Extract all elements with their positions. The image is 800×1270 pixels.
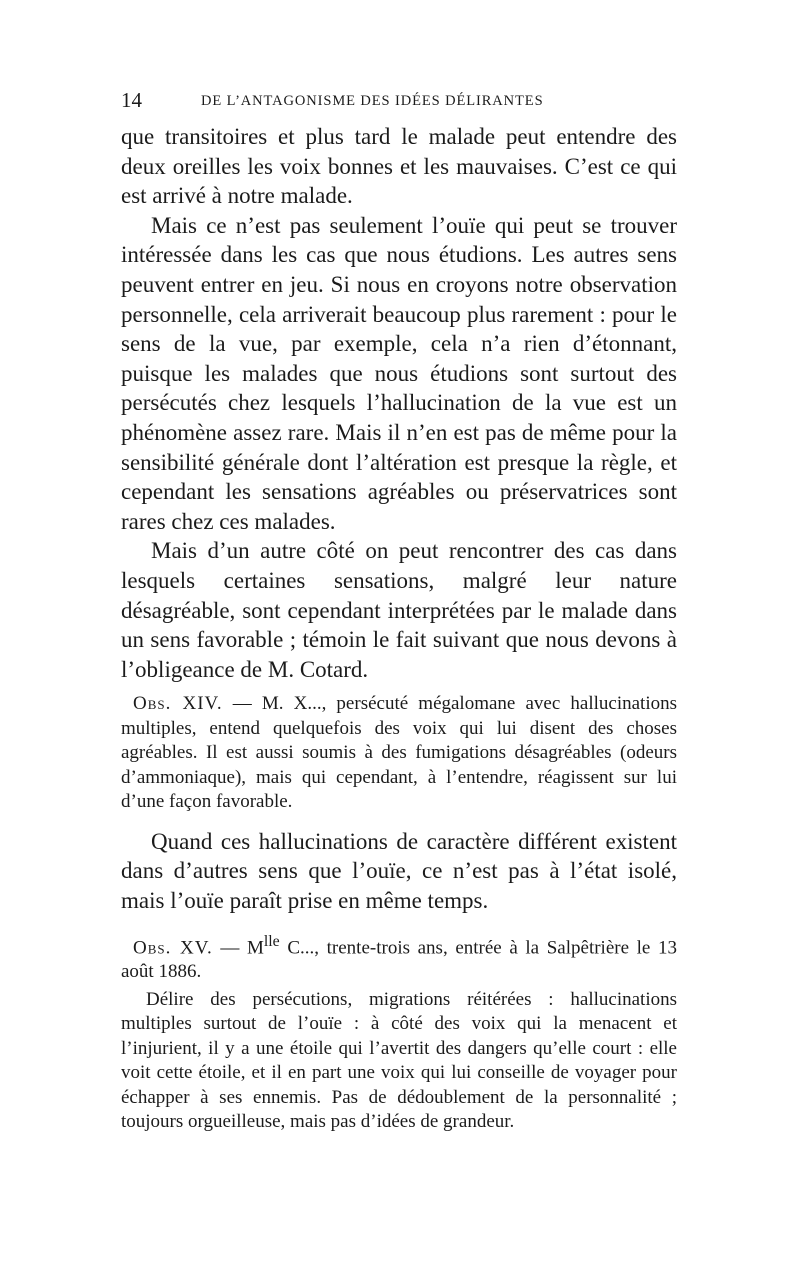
paragraph-favorable-interpretation: Mais d’un autre côté on peut rencontrer des cas dans lesquels certaines sensations, malgré leur nature désagréable, sont cependant interprétées par le malade dans un sens favorable ; témoin le fait suivant que nous devons à l’obligeance de M. Cotard. [121,538,677,682]
page-number: 14 [121,88,142,112]
book-page [121,88,677,1135]
observation-xiv [121,692,677,815]
paragraph-continuation: que transitoires et plus tard le malade peut entendre des deux oreilles les voix bonnes et les mauvaises. C’est ce qui est arrivé à notre malade. [121,124,677,209]
paragraph-hearing-involved: Quand ces hallucinations de caractère différent existent dans d’autres sens que l’ouïe, ce n’est pas à l’état isolé, mais l’ouïe paraît prise en même temps. [121,828,677,913]
observation-xv [121,930,677,985]
page-header [121,88,677,122]
observation-xv-superscript: lle [263,932,280,950]
running-title: DE L’ANTAGONISME DES IDÉES DÉLIRANTES [201,93,544,109]
observation-xv-detail: Délire des persécutions, migrations réitérées : hallucinations multiples surtout de l’ouïe : à côté des voix qui la menacent et l’injurient, il y a une étoile qui l’avertit des dangers qu’elle court : elle voit cette étoile, et il en part une voix qui lui conseille de voyager pour échapper à ses ennemis. Pas de dédoublement de la personnalité ; toujours orgueilleuse, mais pas d’idées de grandeur. [121,988,677,1133]
observation-xv-text-b: C..., trente-trois ans, entrée à la Salpêtrière le 13 août 1886. [121,936,677,983]
observation-xv-text-a: — M [212,936,264,958]
observation-xv-label: Obs. XV. [133,936,213,958]
observation-xiv-label: Obs. XIV. [133,693,223,715]
paragraph-other-senses: Mais ce n’est pas seulement l’ouïe qui peut se trouver intéressée dans les cas que nous étudions. Les autres sens peuvent entrer en jeu. Si nous en croyons notre observation personnelle, cela arriverait beaucoup plus rarement : pour le sens de la vue, par exemple, cela n’a rien d’étonnant, puisque les malades que nous étudions sont surtout des persécutés chez lesquels l’hallucination de la vue est un phénomène assez rare. Mais il n’en est pas de même pour la sensibilité générale dont l’altération est presque la règle, et cependant les sensations agréables ou préservatrices sont rares chez ces malades. [121,212,677,534]
observation-xiv-text: — M. X..., persécuté mégalomane avec hallucinations multiples, entend quelquefois des voix qui lui disent des choses agréables. Il est aussi soumis à des fumigations désagréables (odeurs d’ammoniaque), mais qui cependant, à l’entendre, réagissent sur lui d’une façon favorable. [121,693,677,813]
